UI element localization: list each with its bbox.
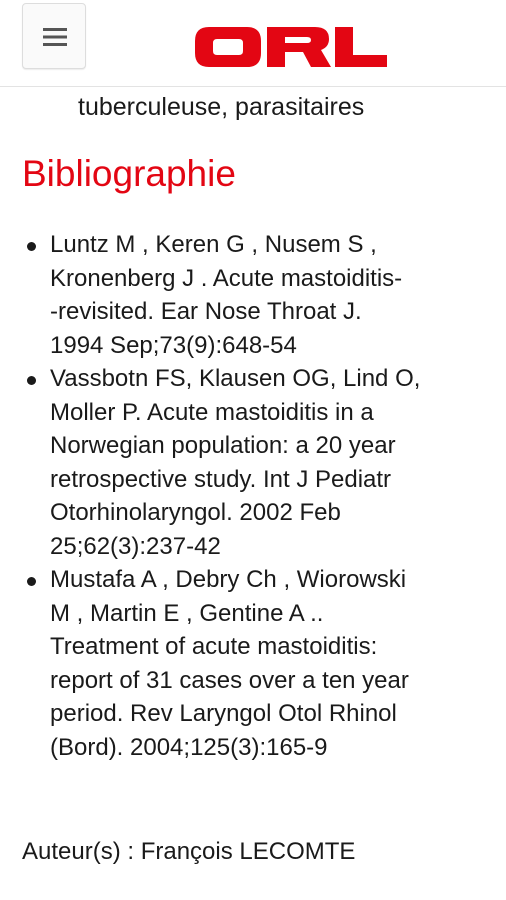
reference-line: Treatment of acute mastoiditis: <box>50 633 378 660</box>
reference-line: Kronenberg J . Acute mastoiditis- <box>50 264 403 292</box>
bibliography-item <box>22 563 492 764</box>
reference-line: Luntz M , Keren G , Nusem S , <box>50 231 377 258</box>
reference-line: period. Rev Laryngol Otol Rhinol <box>50 700 397 727</box>
reference-line: (Bord). 2004;125(3):165-9 <box>50 733 328 761</box>
section-title-bibliographie: Bibliographie <box>22 153 236 194</box>
bibliography-item <box>22 362 492 563</box>
reference-line: Otorhinolaryngol. 2002 Feb <box>50 499 341 526</box>
reference-line: 1994 Sep;73(9):648-54 <box>50 331 297 359</box>
reference-line: Vassbotn FS, Klausen OG, Lind O, <box>50 365 421 392</box>
authors-line: Auteur(s) : François LECOMTE <box>22 838 356 865</box>
reference-line: Moller P. Acute mastoiditis in a <box>50 398 374 426</box>
bullet-icon <box>27 577 36 586</box>
bullet-icon <box>27 242 36 251</box>
carry-over-text: tuberculeuse, parasitaires <box>78 93 365 121</box>
reference-line: report of 31 cases over a ten year <box>50 666 409 694</box>
app-header <box>0 0 506 87</box>
bibliography-item <box>22 228 492 362</box>
reference-line: 25;62(3):237-42 <box>50 532 221 560</box>
reference-line: Norwegian population: a 20 year <box>50 432 396 459</box>
reference-line: -revisited. Ear Nose Throat J. <box>50 298 362 325</box>
bullet-icon <box>27 376 36 385</box>
bibliography-list <box>22 228 492 764</box>
reference-line: M , Martin E , Gentine A .. <box>50 599 324 627</box>
reference-line: retrospective study. Int J Pediatr <box>50 465 392 493</box>
orl-logo[interactable] <box>195 27 387 67</box>
reference-line: Mustafa A , Debry Ch , Wiorowski <box>50 566 407 593</box>
menu-button[interactable] <box>22 3 86 69</box>
hamburger-menu-icon <box>43 28 67 46</box>
